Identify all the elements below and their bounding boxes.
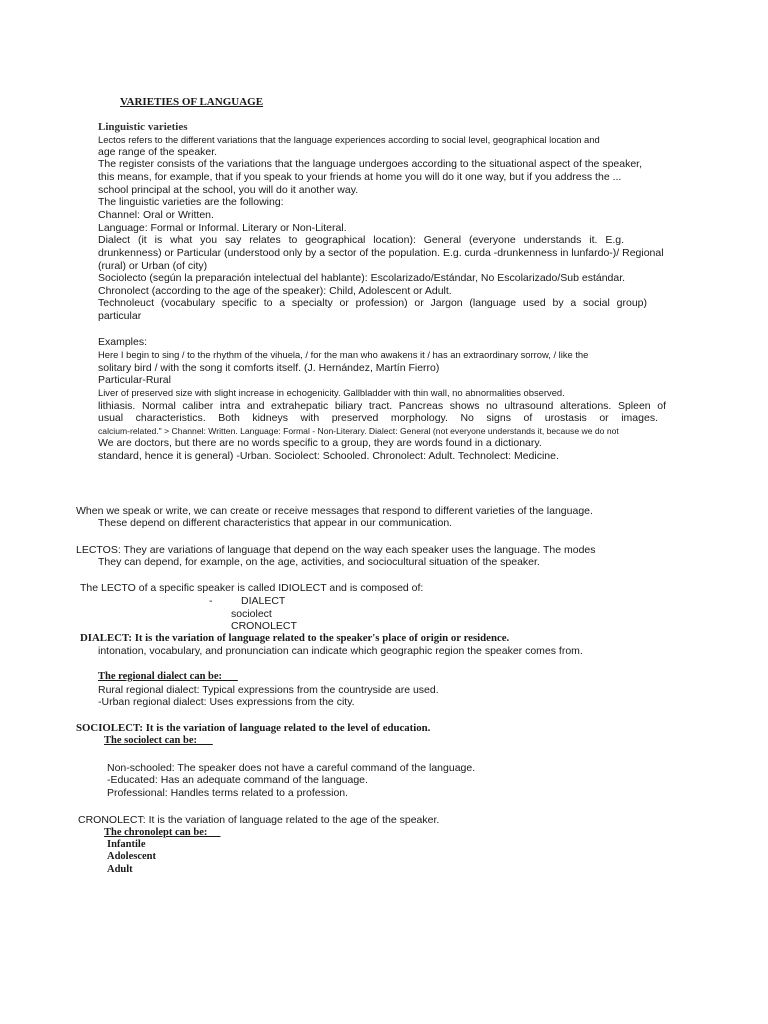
dialect-heading: DIALECT: It is the variation of language related to the speaker's place of origin or residence. <box>80 632 510 644</box>
paragraph-line: Chronolect (according to the age of the speaker): Child, Adolescent or Adult. <box>98 285 452 297</box>
list-item: CRONOLECT <box>231 620 297 632</box>
list-item: Adult <box>107 864 133 875</box>
paragraph-line: Language: Formal or Informal. Literary or Non-Literal. <box>98 222 347 234</box>
intro-line: These depend on different characteristics that appear in our communication. <box>98 517 453 529</box>
dialect-subheading: The regional dialect can be: <box>98 671 238 682</box>
document-title: VARIETIES OF LANGUAGE <box>120 96 264 108</box>
paragraph-line: school principal at the school, you will do it another way. <box>98 184 359 196</box>
list-item: -Urban regional dialect: Uses expressions from the city. <box>98 696 355 708</box>
paragraph-line: Technoleuct (vocabulary specific to a specialty or profession) or Jargon (language used by a social group) <box>98 297 647 309</box>
example-line: calcium-related." > Channel: Written. Language: Formal - Non-Literary. Dialect: General (not everyone understands it, because we do not <box>98 426 619 436</box>
list-item: Adolescent <box>107 851 156 862</box>
dialect-description: intonation, vocabulary, and pronunciation can indicate which geographic region the speaker comes from. <box>98 645 583 657</box>
sociolect-subheading: The sociolect can be: <box>104 735 213 746</box>
paragraph-line: The linguistic varieties are the following: <box>98 196 284 208</box>
lectos-line: LECTOS: They are variations of language that depend on the way each speaker uses the language. The modes <box>76 544 596 556</box>
list-item: Professional: Handles terms related to a profession. <box>107 787 349 799</box>
paragraph-line: Dialect (it is what you say relates to geographical location): General (everyone understands it. E.g. <box>98 234 624 246</box>
paragraph-line: Channel: Oral or Written. <box>98 209 214 221</box>
paragraph-line: age range of the speaker. <box>98 146 218 158</box>
list-item: Infantile <box>107 839 146 850</box>
list-item: DIALECT <box>241 595 286 607</box>
sociolect-heading: SOCIOLECT: It is the variation of language related to the level of education. <box>76 722 431 734</box>
example-line: We are doctors, but there are no words specific to a group, they are words found in a dictionary. <box>98 437 542 449</box>
example-line: solitary bird / with the song it comforts itself. (J. Hernández, Martín Fierro) <box>98 362 440 374</box>
cronolect-heading: CRONOLECT: It is the variation of language related to the age of the speaker. <box>78 814 440 826</box>
idiolect-intro: The LECTO of a specific speaker is called IDIOLECT and is composed of: <box>80 582 424 594</box>
paragraph-line: particular <box>98 310 142 322</box>
cronolect-subheading: The chronolept can be: <box>104 827 221 838</box>
example-line: Here I begin to sing / to the rhythm of the vihuela, / for the man who awakens it / has an extraordinary sorrow, / like the <box>98 349 589 360</box>
section-heading: Linguistic varieties <box>98 121 188 133</box>
examples-label: Examples: <box>98 336 148 348</box>
example-line: Particular-Rural <box>98 374 171 386</box>
example-line: standard, hence it is general) -Urban. Sociolect: Schooled. Chronolect: Adult. Technolect: Medicine. <box>98 450 559 462</box>
paragraph-line: (rural) or Urban (of city) <box>98 260 208 272</box>
paragraph-line: this means, for example, that if you speak to your friends at home you will do it one way, but if you address the ... <box>98 171 622 183</box>
lectos-line: They can depend, for example, on the age, activities, and sociocultural situation of the speaker. <box>98 556 540 568</box>
list-item: Rural regional dialect: Typical expressions from the countryside are used. <box>98 684 439 696</box>
list-item: -Educated: Has an adequate command of the language. <box>107 774 368 786</box>
example-line: lithiasis. Normal caliber intra and extrahepatic biliary tract. Pancreas shows no ultrasound alterations. Spleen of <box>98 400 666 412</box>
paragraph-line: Lectos refers to the different variations that the language experiences according to social level, geographical location and <box>98 134 600 145</box>
paragraph-line: Sociolecto (según la preparación intelectual del hablante): Escolarizado/Estándar, No Escolarizado/Sub estándar. <box>98 272 626 284</box>
list-item: Non-schooled: The speaker does not have a careful command of the language. <box>107 762 476 774</box>
intro-line: When we speak or write, we can create or receive messages that respond to different varieties of the language. <box>76 505 593 517</box>
example-line: Liver of preserved size with slight increase in echogenicity. Gallbladder with thin wall, no abnormalities observed. <box>98 387 565 398</box>
paragraph-line: drunkenness) or Particular (understood only by a sector of the population. E.g. curda -drunkenness in lunfardo-)/ Regional <box>98 247 664 259</box>
list-item: sociolect <box>231 608 272 620</box>
list-bullet: - <box>209 595 213 607</box>
example-line: usual characteristics. Both kidneys with preserved morphology. No signs of urostasis or images. <box>98 412 658 424</box>
paragraph-line: The register consists of the variations that the language undergoes according to the situational aspect of the speaker, <box>98 158 643 170</box>
